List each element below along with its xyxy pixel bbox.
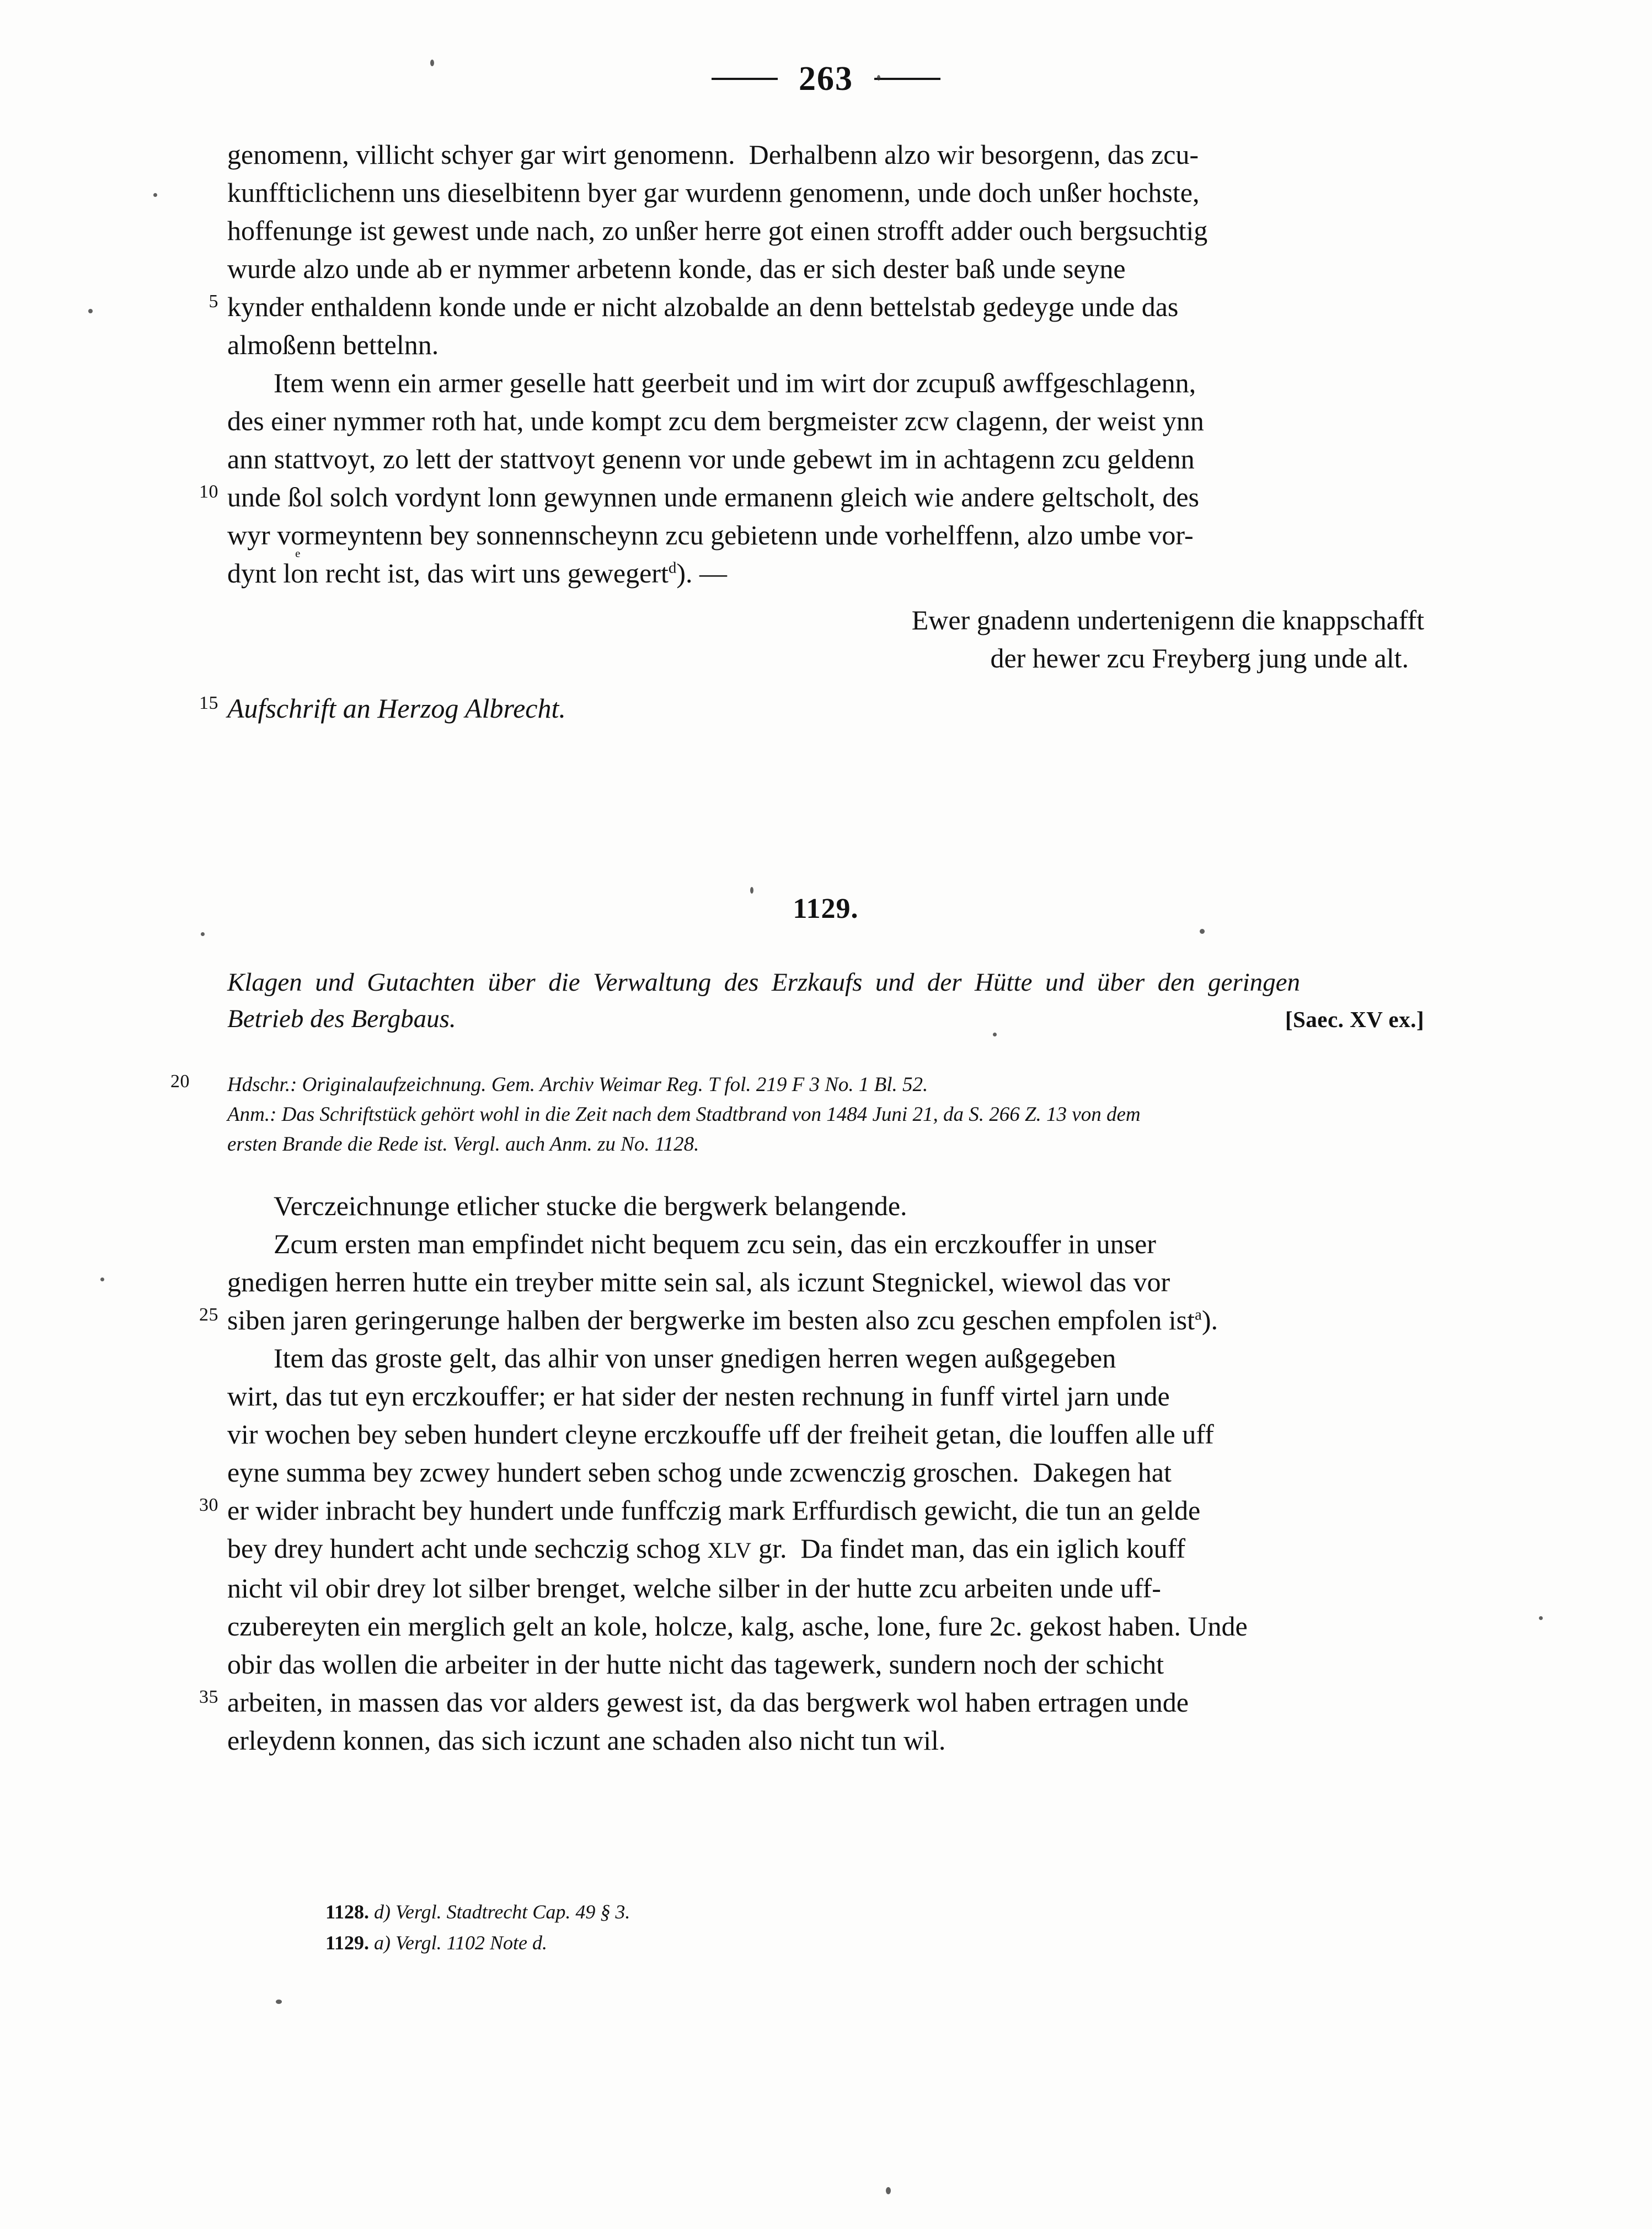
body-line [227, 136, 1424, 174]
dating-bracket: [Saec. XV ex.] [1285, 1007, 1424, 1032]
footnote-item [325, 1896, 1318, 1927]
footnote-doc-ref: 1128. [325, 1901, 370, 1923]
page-number: 263 [799, 60, 853, 98]
footnote-text: Vergl. Stadtrecht Cap. 49 § 3. [395, 1901, 630, 1923]
body-line-text: arbeiten, in massen das vor alders gewest ist, da das bergwerk wol haben ertragen unde [227, 1687, 1189, 1718]
body-line [227, 1263, 1424, 1301]
body-line-text: genomenn, villicht schyer gar wirt genomenn. Derhalbenn alzo wir besorgenn, das zcu- [227, 139, 1199, 170]
body-line [208, 288, 1424, 326]
document-1129-body [199, 1187, 1424, 1760]
body-line-text: Verczeichnunge etlicher stucke die bergwerk belangende. [274, 1190, 907, 1221]
rule-right-icon [874, 78, 940, 80]
body-line-text: siben jaren geringerunge halben der bergwerke im besten also zcu geschen empfolen ist [227, 1305, 1195, 1335]
regest-line [227, 964, 1424, 1001]
document-number: 1129. [793, 893, 859, 924]
apparatus-line [227, 1070, 1424, 1100]
apparatus-line-text: Hdschr.: Originalaufzeichnung. Gem. Archiv Weimar Reg. T fol. 219 F 3 No. 1 Bl. 52. [227, 1073, 928, 1096]
body-line-with-footnote-ref [199, 1301, 1424, 1339]
o-with-superscript-e: o e [291, 546, 305, 589]
footnote-ref-tail: ). — [676, 558, 727, 589]
body-line-text: wyr vormeyntenn bey sonnennscheynn zcu gebietenn unde vorhelffenn, alzo umbe vor- [227, 520, 1194, 550]
body-line [227, 1415, 1424, 1453]
line-number: 10 [199, 482, 218, 502]
body-line [227, 1339, 1424, 1377]
body-line-text: ann stattvoyt, zo lett der stattvoyt genenn vor unde gebewt im in achtagenn zcu geldenn [227, 443, 1195, 474]
line-number: 25 [199, 1305, 218, 1325]
line-number: 30 [199, 1495, 218, 1515]
body-line [227, 326, 1424, 364]
body-line [227, 1377, 1424, 1415]
body-line-text: hoffenunge ist gewest unde nach, zo unßer herre got einen strofft adder ouch bergsuchtig [227, 215, 1208, 246]
regest-line-2-row [227, 1001, 1424, 1038]
footnote-doc-ref: 1129. [325, 1932, 370, 1954]
body-line [227, 1530, 1424, 1569]
body-line [227, 250, 1424, 288]
footnote-letter: a) [374, 1932, 391, 1954]
line-number: 15 [199, 693, 218, 713]
body-line [227, 516, 1424, 554]
body-line [227, 1569, 1424, 1607]
body-line-text: eyne summa bey zcwey hundert seben schog unde zcwenczig groschen. Dakegen hat [227, 1457, 1172, 1488]
body-line-text: unde ßol solch vordynt lonn gewynnen unde ermanenn gleich wie andere geltscholt, des [227, 482, 1200, 512]
scan-speck [886, 2187, 891, 2194]
body-line-text: erleydenn konnen, das sich iczunt ane schaden also nicht tun wil. [227, 1725, 946, 1756]
scan-speck [100, 1277, 104, 1281]
roman-numeral: XLV [707, 1538, 752, 1563]
body-line [199, 1492, 1424, 1530]
body-line-text: almoßenn bettelnn. [227, 329, 439, 360]
closing-line-text: der hewer zcu Freyberg jung unde alt. [990, 643, 1409, 673]
line-number: 20 [170, 1071, 190, 1092]
footnote-letter: d) [374, 1901, 391, 1923]
body-line-text: bey drey hundert acht unde sechczig schog XLV gr. Da findet man, das ein iglich kouff [227, 1533, 1185, 1564]
scan-speck [430, 60, 434, 66]
body-line [199, 478, 1424, 516]
address-line-text: Aufschrift an Herzog Albrecht. [227, 693, 566, 724]
body-line [227, 212, 1424, 250]
body-line [227, 1645, 1424, 1683]
body-line [227, 402, 1424, 440]
body-line [227, 1187, 1424, 1225]
apparatus-line [227, 1130, 1424, 1159]
footnote-ref-a: a [1194, 1306, 1202, 1324]
document-1129-apparatus [170, 1070, 1424, 1159]
footnote-block [325, 1896, 1318, 1958]
scan-speck [993, 1033, 997, 1036]
footnote-ref-tail: ). [1201, 1305, 1218, 1335]
document-1128-continuation [199, 136, 1424, 728]
body-line [199, 1683, 1424, 1722]
body-line-text: vir wochen bey seben hundert cleyne erczkouffe uff der freiheit getan, die louffen alle uff [227, 1419, 1214, 1450]
scan-speck [276, 2000, 282, 2004]
body-line-text: Zcum ersten man empfindet nicht bequem zcu sein, das ein erczkouffer in unser [274, 1228, 1156, 1259]
body-line-text: Item wenn ein armer geselle hatt geerbeit und im wirt dor zcupuß awffgeschlagenn, [274, 367, 1196, 398]
body-line-text: kynder enthaldenn konde unde er nicht alzobalde an denn bettelstab gedeyge unde das [227, 291, 1179, 322]
body-line-text: wurde alzo unde ab er nymmer arbetenn konde, das er sich dester baß unde seyne [227, 253, 1126, 284]
scan-speck [1539, 1616, 1543, 1620]
body-line-text: nicht vil obir drey lot silber brenget, welche silber in der hutte zcu arbeiten unde uff- [227, 1573, 1161, 1603]
body-line-text: czubereyten ein merglich gelt an kole, holcze, kalg, asche, lone, fure 2c. gekost haben. Unde [227, 1611, 1248, 1642]
closing-line [227, 601, 1424, 639]
closing-line-text: Ewer gnadenn undertenigenn die knappschafft [911, 605, 1424, 635]
scan-speck [1200, 929, 1205, 934]
body-line [227, 364, 1424, 402]
scan-speck [201, 932, 205, 936]
scan-speck [153, 193, 157, 197]
footnote-item [325, 1927, 1318, 1958]
regest-line-2-text: Betrieb des Bergbaus. [227, 1004, 456, 1033]
body-line-with-footnote-ref [227, 546, 1424, 592]
footnote-text: Vergl. 1102 Note d. [395, 1932, 547, 1954]
body-line [227, 440, 1424, 478]
body-line [227, 1722, 1424, 1760]
body-line [227, 174, 1424, 212]
body-line [227, 1225, 1424, 1263]
regest-line-1-text: Klagen und Gutachten über die Verwaltung des Erzkaufs und der Hütte und über den geringen [227, 968, 1301, 997]
closing-line [227, 639, 1424, 677]
scan-speck [88, 309, 93, 313]
body-line-text: des einer nymmer roth hat, unde kompt zcu dem bergmeister zcw clagenn, der weist ynn [227, 405, 1204, 436]
scan-speck [877, 75, 880, 81]
body-line-text-pre: dynt lo e n recht ist, das wirt uns gewegert [227, 558, 669, 589]
document-1129-regest [227, 964, 1424, 1038]
scan-speck [750, 887, 753, 894]
footnote-ref-d: d [668, 559, 677, 577]
body-line-text: Item das groste gelt, das alhir von unser gnedigen herren wegen außgegeben [274, 1343, 1116, 1373]
apparatus-line-text: Anm.: Das Schriftstück gehört wohl in die Zeit nach dem Stadtbrand von 1484 Juni 21, da S. 266 Z. 13 von dem [227, 1103, 1141, 1126]
line-number: 5 [208, 291, 218, 312]
body-line-text: obir das wollen die arbeiter in der hutte nicht das tagewerk, sundern noch der schicht [227, 1649, 1164, 1680]
address-line [199, 689, 1424, 728]
body-line-text: kunffticlichenn uns dieselbitenn byer gar wurdenn genomenn, unde doch unßer hochste, [227, 177, 1200, 208]
running-head [0, 62, 1652, 96]
line-number: 35 [199, 1687, 218, 1707]
body-line [227, 1607, 1424, 1645]
apparatus-line-text: ersten Brande die Rede ist. Vergl. auch Anm. zu No. 1128. [227, 1133, 699, 1156]
body-line-text: er wider inbracht bey hundert unde funffczig mark Erffurdisch gewicht, die tun an gelde [227, 1495, 1201, 1526]
document-1129 [227, 892, 1424, 925]
body-line [227, 1453, 1424, 1492]
body-line-text: wirt, das tut eyn erczkouffer; er hat sider der nesten rechnung in funff virtel jarn unde [227, 1381, 1170, 1412]
body-line-text: gnedigen herren hutte ein treyber mitte sein sal, als iczunt Stegnickel, wiewol das vor [227, 1266, 1170, 1297]
rule-left-icon [712, 78, 778, 80]
